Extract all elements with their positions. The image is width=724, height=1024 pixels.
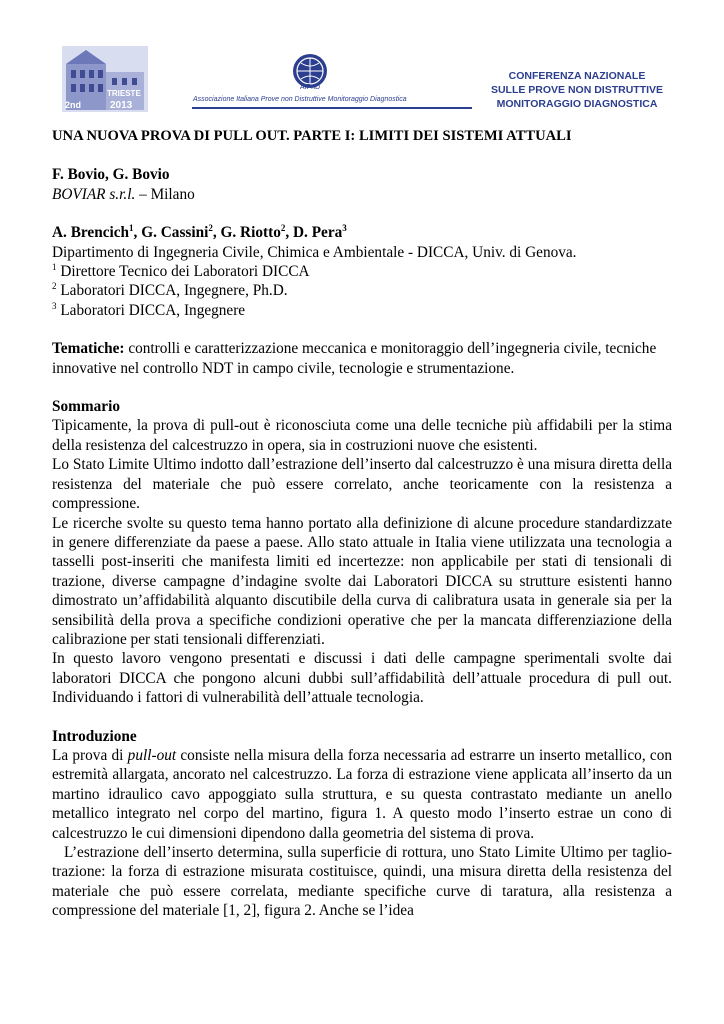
introduzione-paragraph-1: La prova di pull-out consiste nella misura della forza necessaria ad estrarre un inserto metallico, con estremità allargata, ancorato nel calcestruzzo. La forza di estrazione viene applicata all’inserto da un martino idraulico cavo appoggiato sulla struttura, e su questa contrastato mediante un anello metallico integrato nel corpo del martino, figura 1. A questo modo l’inserto estrae un cono di calcestruzzo le cui dimensioni dipendono dalla geometria del sistema di prova. [52, 746, 672, 842]
introduzione-heading: Introduzione [52, 727, 137, 745]
logo-year: 2013 [110, 100, 133, 111]
logo-city: TRIESTE [107, 89, 141, 98]
sommario-paragraph-4: In questo lavoro vengono presentati e discussi i dati delle campagne sperimentali svolte dai laboratori DICCA che pongono alcuni dubbi sull’affidabilità dell’attuale procedura di pull out. Individuando i fattori di vulnerabilità dell’attuale tecnologia. [52, 650, 672, 707]
sommario-paragraph-1: Tipicamente, la prova di pull-out è riconosciuta come una delle tecniche più affidabili per la stima della resistenza del calcestruzzo in opera, sia in costruzioni nuove che esistenti. [52, 417, 672, 454]
header-divider [192, 107, 472, 109]
conference-name [482, 69, 672, 111]
aipnd-full-name: Associazione Italiana Prove non Distruttive Monitoraggio Diagnostica [193, 96, 407, 103]
introduzione-paragraph-2: L’estrazione dell’inserto determina, sulla superficie di rottura, uno Stato Limite Ultimo per taglio-trazione: la forza di estrazione misurata costituisce, quindi, una misura diretta della resistenza del materiale che può essere correlata, mediante specifiche curve di taratura, alla resistenza a compressione del materiale [1, 2], figura 2. Anche se l’idea [52, 844, 672, 920]
paper-title: UNA NUOVA PROVA DI PULL OUT. PARTE I: LIMITI DEI SISTEMI ATTUALI [52, 128, 572, 144]
logo-edition: 2nd [65, 100, 82, 110]
department: Dipartimento di Ingegneria Civile, Chimica e Ambientale - DICCA, Univ. di Genova. [52, 243, 577, 261]
paper-body [52, 127, 672, 921]
conference-building-logo [62, 46, 148, 112]
conference-line-2: SULLE PROVE NON DISTRUTTIVE [490, 84, 664, 96]
affiliation-1: $^1$ Direttore Tecnico dei Laboratori DICCA [52, 261, 310, 281]
sommario-paragraph-2: Lo Stato Limite Ultimo indotto dall’estrazione dell’inserto dal calcestruzzo è una misura diretta della resistenza del materiale che può essere correlato, anche teoricamente con la resistenza a compressione. [52, 456, 672, 513]
company-city: – Milano [135, 185, 195, 203]
aipnd-acronym: AIPnD [299, 84, 321, 91]
page-header [0, 0, 724, 118]
affiliation-boviar [52, 185, 672, 204]
authors-bovio: F. Bovio, G. Bovio [52, 166, 170, 184]
authors-dicca: A. Brencich$^1$, G. Cassini$^2$, G. Riotto$^2$, D. Pera$^3$ [52, 223, 347, 242]
conference-line-1: CONFERENZA NAZIONALE [508, 70, 646, 82]
tematiche: Tematiche: controlli e caratterizzazione meccanica e monitoraggio dell’ingegneria civile, tecniche innovative nel controllo NDT in campo civile, tecnologie e strumentazione. [52, 340, 657, 377]
conference-line-3: MONITORAGGIO DIAGNOSTICA [496, 98, 658, 110]
sommario-paragraph-3: Le ricerche svolte su questo tema hanno portato alla definizione di alcune procedure standardizzate in genere differenziate da paese a paese. Allo stato attuale in Italia viene utilizzata una tecnologia a tasselli post-inseriti che manifesta limiti ed incertezze: non applicabile per stati di tensionali di trazione, diverse campagne d’indagine svolte dai Laboratori DICCA su strutture esistenti hanno dimostrato un’affidabilità alquanto discutibile della curva di calibratura usata in generale sia per la sensibilità della prova a specifiche condizioni operative che per la mancata differenziazione della calibrazione per stati tensionali differenziati. [52, 514, 672, 648]
affiliation-3: $^3$ Laboratori DICCA, Ingegnere [52, 300, 246, 319]
company-name: BOVIAR s.r.l. [52, 185, 136, 203]
affiliation-2: $^2$ Laboratori DICCA, Ingegnere, Ph.D. [52, 281, 288, 300]
sommario-heading: Sommario [52, 398, 120, 416]
